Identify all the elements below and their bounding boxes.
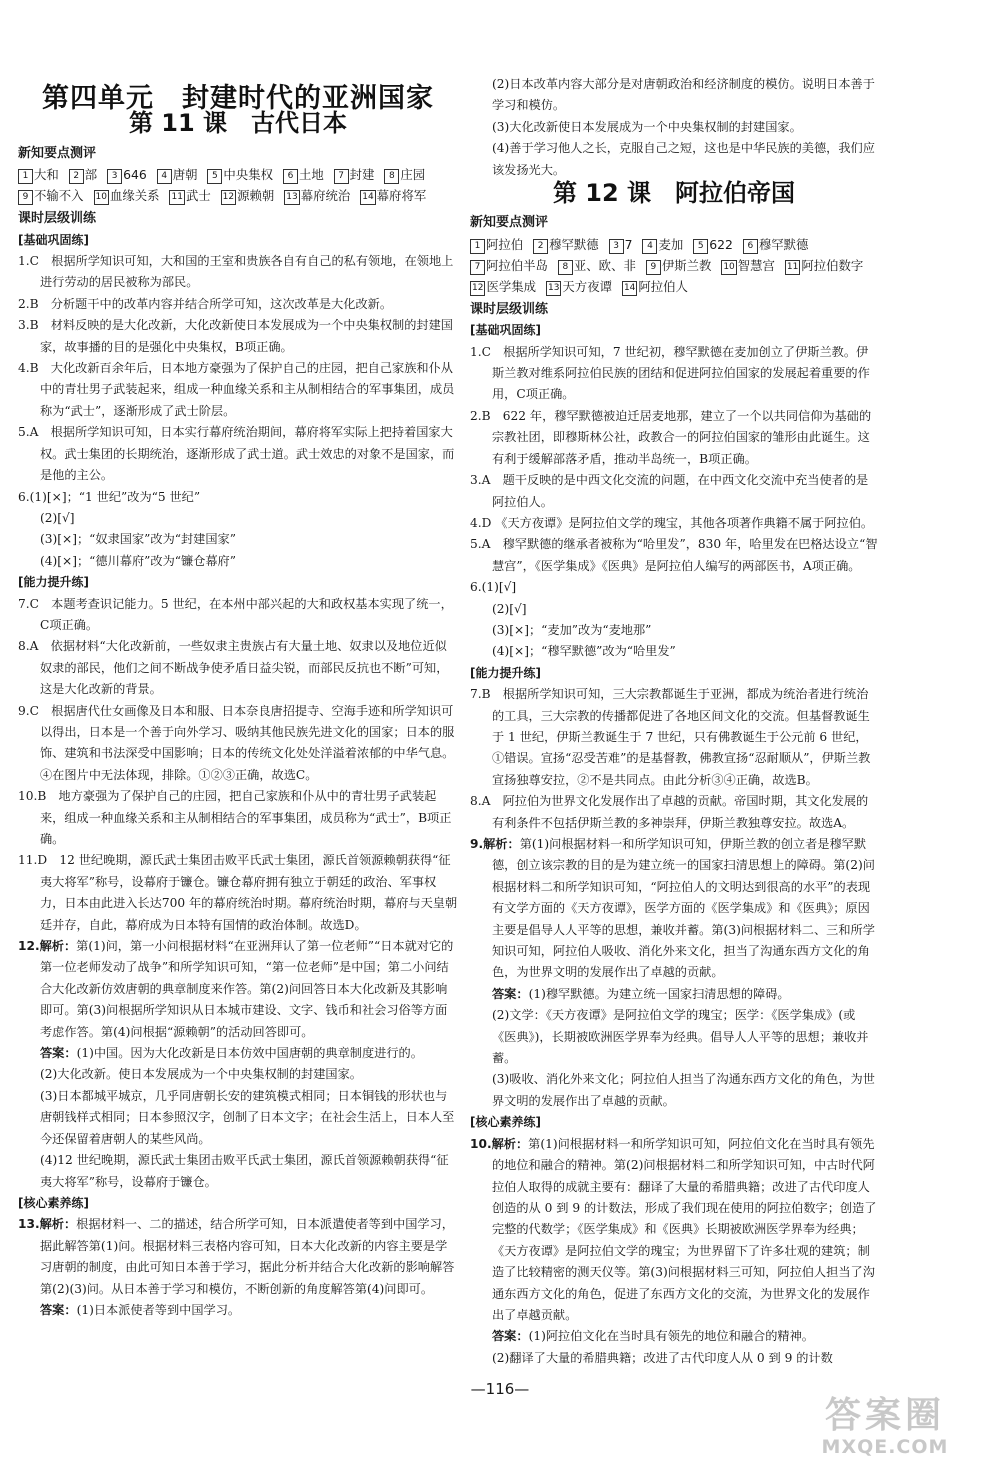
l11-q12 [18, 936, 458, 1043]
keypoint-number: 14 [360, 190, 375, 205]
l11-q11: 11.D 12 世纪晚期，源氏武士集团击败平氏武士集团，源氏首领源赖朝获得“征夷大将军”称号，设幕府于镰仓。镰仓幕府拥有独立于朝廷的政治、军事权力，日本由此进入长达700 年的幕府统治时期。幕府统治时期，幕府与天皇朝廷并存，自此，幕府成为日本特有国情的政治体制。故选D。 [18, 853, 458, 932]
l12-q1: 1.C 根据所学知识可知，7 世纪初，穆罕默德在麦加创立了伊斯兰教。伊斯兰教对维系阿拉伯民族的团结和促进阿拉伯国家的发展起着重要的作用，C项正确。 [470, 344, 870, 402]
l11-q9: 9.C 根据唐代仕女画像及日本和服、日本奈良唐招提寺、空海手迹和所学知识可以得出，日本是一个善于向外学习、吸纳其他民族先进文化的国家；日本的服饰、建筑和书法深受中国影响；日本的传统文化处处洋溢着浓郁的中华气息。④在图片中无法体现，排除。①②③正确，故选C。 [18, 703, 455, 782]
lesson12-keypoint [470, 258, 548, 273]
l11-q8: 8.A 依据材料“大化改新前，一些奴隶主贵族占有大量土地、奴隶以及地位近似奴隶的部民，他们之间不断战争使矛盾日益尖锐，而部民反抗也不断”可知，这是大化改新的背景。 [18, 639, 449, 697]
l11-q12-ans-4: (4)12 世纪晚期，源氏武士集团击败平氏武士集团，源氏首领源赖朝获得“征夷大将军”称号，设幕府于镰仓。 [40, 1153, 449, 1189]
l11-q13-answer-label: 答案： [40, 1302, 77, 1317]
keypoint-number: 11 [169, 190, 184, 205]
l11-q6-3: (3)[×]；“奴隶国家”改为“封建国家” [40, 532, 236, 547]
lesson12-keypoint [546, 279, 612, 294]
keypoint-text: 穆罕默德 [758, 236, 809, 252]
keypoint-text: 血缘关系 [109, 188, 160, 204]
keypoint-text: 麦加 [658, 236, 684, 252]
l12-q10-label: 10.解析： [470, 1136, 529, 1151]
l12-q4: 4.D 《天方夜谭》是阿拉伯文学的瑰宝，其他各项著作典籍不属于阿拉伯。 [470, 515, 874, 530]
keypoint-text: 庄园 [400, 167, 426, 183]
lesson-12-ability-label: [能力提升练] [470, 665, 541, 680]
page-number: —116— [470, 1380, 530, 1398]
keypoint-number: 9 [646, 260, 661, 275]
keypoint-number: 4 [157, 169, 172, 184]
l11-q12-ans-3: (3)日本都城平城京，几乎同唐朝长安的建筑模式相同；日本铜钱的形状也与唐朝钱样式相同；日本参照汉字，创制了日本文字；在社会生活上，日本人至今还保留着唐朝人的某些风尚。 [40, 1088, 455, 1146]
lesson11-keypoint [283, 167, 324, 182]
keypoint-number: 8 [558, 260, 573, 275]
keypoint-number: 12 [221, 190, 236, 205]
l12-q9-ans-3: (3)吸收、消化外来文化；阿拉伯人担当了沟通东西方文化的角色，为世界文明的发展作出了卓越的贡献。 [492, 1072, 875, 1108]
keypoint-text: 646 [123, 167, 147, 183]
l12-q10-ans-2: (2)翻译了大量的希腊典籍；改进了古代印度人从 0 到 9 的计数 [492, 1350, 833, 1365]
l11-q13-text: 根据材料一、二的描述，结合所学可知，日本派遣使者等到中国学习，据此解答第(1)问。根据材料三表格内容可知，日本大化改新的内容主要是学习唐朝的制度，由此可知日本善于学习，据此分析并结合大化改新的影响解答第(2)(3)问。从日本善于学习和模仿，不断创新的角度解答第(4)问即可。 [40, 1217, 455, 1296]
l11-q13 [18, 1214, 458, 1300]
lesson-11-title: 第 11 课 古代日本 [128, 109, 348, 138]
keypoint-text: 幕府统治 [300, 188, 351, 204]
lesson-12-basic-label: [基础巩固练] [470, 323, 541, 338]
l12-q9-answer [470, 984, 878, 1005]
watermark-logo-icon: 答案圈 [824, 1395, 945, 1436]
unit-title: 第四单元 封建时代的亚洲国家 [42, 83, 434, 114]
lesson11-keypoint [207, 167, 273, 182]
l11-q1: 1.C 根据所学知识可知，大和国的王室和贵族各自有自己的私有领地，在领地上进行劳动的居民被称为部民。 [18, 254, 454, 290]
l11-q2: 2.B 分析题干中的改革内容并结合所学可知，这次改革是大化改新。 [18, 296, 393, 311]
keypoint-number: 13 [284, 190, 299, 205]
keypoint-number: 10 [721, 260, 736, 275]
lesson11-keypoint [169, 188, 210, 203]
keypoint-number: 12 [470, 281, 485, 296]
left-column [18, 80, 458, 1321]
l12-q10 [470, 1134, 878, 1327]
l12-q9-ans-1: (1)穆罕默德。为建立统一国家扫清思想的障碍。 [528, 986, 790, 1001]
keypoint-number: 3 [609, 239, 624, 254]
lesson11-keypoint [69, 167, 97, 182]
lesson12-keypoint [693, 237, 733, 252]
keypoint-text: 封建 [349, 167, 375, 183]
l12-q8: 8.A 阿拉伯为世界文化发展作出了卓越的贡献。帝国时期，其文化发展的有利条件不包括伊斯兰教的多神崇拜，伊斯兰教独尊安拉。故选A。 [470, 794, 869, 830]
watermark-url: MXQE.COM [821, 1436, 949, 1458]
keypoint-text: 穆罕默德 [549, 236, 599, 252]
lesson12-keypoint [785, 258, 863, 273]
lesson12-keypoint [558, 258, 636, 273]
l11-q12-ans-1: (1)中国。因为大化改新是日本仿效中国唐朝的典章制度进行的。 [76, 1046, 423, 1061]
l12-q9 [470, 834, 878, 984]
l11-q3: 3.B 材料反映的是大化改新，大化改新使日本发展成为一个中央集权制的封建国家，故事播的目的是强化中央集权，B项正确。 [18, 318, 453, 354]
l11-q6-4: (4)[×]；“德川幕府”改为“镰仓幕府” [40, 553, 236, 568]
keypoint-text: 阿拉伯人 [638, 278, 688, 294]
l12-q6-3: (3)[×]；“麦加”改为“麦地那” [492, 622, 652, 637]
l11-q13-ans-1: (1)日本派使者等到中国学习。 [76, 1302, 241, 1317]
lesson-12-title: 第 12 课 阿拉伯帝国 [552, 179, 796, 208]
keypoint-text: 中央集权 [223, 167, 273, 183]
l11-q13-label: 13.解析： [18, 1217, 77, 1232]
lesson11-keypoint [334, 167, 375, 182]
lesson11-keypoint [384, 167, 425, 182]
lesson11-keypoint [157, 167, 198, 182]
keypoint-number: 1 [470, 239, 485, 254]
right-top-2: (3)大化改新使日本发展成为一个中央集权制的封建国家。 [492, 119, 802, 134]
l11-q12-ans-2: (2)大化改新。使日本发展成为一个中央集权制的封建国家。 [40, 1067, 362, 1082]
keypoint-number: 10 [94, 190, 109, 205]
lesson11-keypoint [94, 188, 160, 203]
lesson12-keypoint [743, 237, 809, 252]
keypoint-text: 医学集成 [486, 278, 537, 294]
lesson-11-keypoints [18, 164, 458, 206]
lesson12-keypoint [622, 279, 688, 294]
l12-q10-text: 第(1)问根据材料一和所学知识可知，阿拉伯文化在当时具有领先的地位和融合的精神。第(2)问根据材料二和所学知识可知，中古时代阿拉伯人取得的成就主要有：翻译了大量的希腊典籍；改进了古代印度人创造的从 0 到 9 的计数法，形成了我们现在使用的阿拉伯数字；创造了完整的代数学；《医学集成》和《医典》长期被欧洲医学界奉为经典；《天方夜谭》是阿拉伯文学的瑰宝；为世界留下了许多壮观的建筑；制造了比较精密的测天仪等。第(3)问根据材料三可知，阿拉伯人担当了沟通东西方文化的角色，促进了东西方文化的交流，为世界文化的发展作出了卓越贡献。 [492, 1136, 877, 1322]
l11-q12-answer-label: 答案： [40, 1046, 77, 1061]
l12-q5: 5.A 穆罕默德的继承者被称为“哈里发”，830 年，哈里发在巴格达设立“智慧宫”，《医学集成》《医典》是阿拉伯人编写的两部医书，A项正确。 [470, 537, 878, 573]
right-column [470, 74, 878, 1369]
lesson-11-core-label: [核心素养练] [18, 1195, 89, 1210]
keypoint-number: 6 [743, 239, 758, 254]
l12-q7: 7.B 根据所学知识可知，三大宗教都诞生于亚洲，都成为统治者进行统治的工具，三大宗教的传播都促进了各地区间文化的交流。但基督教诞生于 1 世纪，伊斯兰教诞生于 7 世纪，只有佛教诞生于公元前 6 世纪，①错误。宣扬“忍受苦难”的是基督教，佛教宣扬“忍耐顺从”，伊斯兰教宣扬独尊安拉，②不是共同点。由此分析③④正确，故选B。 [470, 687, 871, 787]
keypoint-number: 9 [18, 190, 33, 205]
keypoint-text: 不输不入 [34, 188, 84, 204]
l12-q10-answer-label: 答案： [492, 1329, 529, 1344]
keypoint-number: 14 [622, 281, 637, 296]
keypoint-number: 13 [546, 281, 561, 296]
keypoint-text: 天方夜谭 [562, 278, 612, 294]
l12-q9-ans-2: (2)文学：《天方夜谭》是阿拉伯文学的瑰宝；医学：《医学集成》(或《医典》)，长期被欧洲医学界奉为经典。倡导人人平等的思想；兼收并蓄。 [492, 1008, 869, 1066]
l12-q9-text: 第(1)问根据材料一和所学知识可知，伊斯兰教的创立者是穆罕默德，创立该宗教的目的是为建立统一的国家扫清思想上的障碍。第(2)问根据材料二和所学知识可知，“阿拉伯人的文明达到很高的水平”的表现有文学方面的《天方夜谭》，医学方面的《医学集成》和《医典》；原因主要是倡导人人平等的思想，兼收并蓄。第(3)问根据材料二、三和所学知识可知，阿拉伯人吸收、消化外来文化，担当了沟通东西方文化的角色，为世界文明的发展作出了卓越的贡献。 [492, 837, 875, 980]
l12-q6-2: (2)[√] [492, 601, 527, 616]
l12-q3: 3.A 题干反映的是中西文化交流的问题，在中西文化交流中充当使者的是阿拉伯人。 [470, 473, 869, 509]
l12-q6-4: (4)[×]；“穆罕默德”改为“哈里发” [492, 644, 676, 659]
keypoint-number: 6 [283, 169, 298, 184]
keypoint-text: 智慧宫 [737, 257, 775, 273]
l12-q6-1: 6.(1)[√] [470, 580, 517, 595]
lesson11-keypoint [107, 167, 147, 182]
keypoint-number: 3 [107, 169, 122, 184]
keypoint-text: 土地 [298, 167, 324, 183]
lesson11-keypoint [18, 188, 84, 203]
lesson-11-new-knowledge-label: 新知要点测评 [18, 145, 97, 161]
lesson12-keypoint [642, 237, 683, 252]
keypoint-text: 幕府将军 [376, 188, 427, 204]
lesson-11-training-label: 课时层级训练 [18, 211, 97, 227]
lesson12-keypoint [721, 258, 775, 273]
keypoint-number: 5 [693, 239, 708, 254]
keypoint-text: 7 [624, 236, 633, 252]
keypoint-text: 大和 [34, 167, 59, 183]
lesson12-keypoint [470, 237, 523, 252]
lesson-12-core-label: [核心素养练] [470, 1115, 541, 1130]
l11-q5: 5.A 根据所学知识可知，日本实行幕府统治期间，幕府将军实际上把持着国家大权。武士集团的长期统治，逐渐形成了武士道。武士效忠的对象不是国家，而是他的主公。 [18, 425, 455, 483]
keypoint-text: 622 [709, 236, 733, 252]
lesson12-keypoint [609, 237, 633, 252]
lesson11-keypoint [360, 188, 426, 203]
keypoint-number: 8 [384, 169, 399, 184]
lesson11-keypoint [284, 188, 350, 203]
keypoint-text: 伊斯兰教 [661, 257, 712, 273]
l11-q12-text: 第(1)问，第一小问根据材料“在亚洲拜认了第一位老师”“日本就对它的第一位老师发动了战争”和所学知识可知，“第一位老师”是中国；第二小问结合大化改新仿效唐朝的典章制度来作答。第(2)问回答日本大化改新及其影响即可。第(3)问根据所学知识从日本城市建设、文字、钱币和社会习俗等方面考虑作答。第(4)问根据“源赖朝”的活动回答即可。 [40, 939, 454, 1039]
l12-q9-label: 9.解析： [470, 837, 520, 851]
l11-q4: 4.B 大化改新百余年后，日本地方豪强为了保护自己的庄园，把自己家族和仆从中的青壮男子武装起来，组成一种血缘关系和主从制相结合的军事集团，成员称为“武士”，逐渐形成了武士阶层。 [18, 361, 455, 418]
keypoint-number: 2 [533, 239, 548, 254]
l12-q10-answer [470, 1326, 878, 1347]
l12-q10-ans-1: (1)阿拉伯文化在当时具有领先的地位和融合的精神。 [528, 1329, 814, 1344]
l11-q6-2: (2)[√] [40, 510, 75, 525]
keypoint-number: 7 [334, 169, 349, 184]
l11-q10: 10.B 地方豪强为了保护自己的庄园，把自己家族和仆从中的青壮男子武装起来，组成一种血缘关系和主从制相结合的军事集团，成员称为“武士”，B项正确。 [18, 789, 452, 846]
keypoint-text: 部 [84, 167, 98, 183]
keypoint-number: 5 [207, 169, 222, 184]
keypoint-text: 亚、欧、非 [573, 257, 636, 273]
lesson-12-keypoints [470, 234, 878, 297]
keypoint-number: 4 [642, 239, 657, 254]
keypoint-text: 源赖朝 [237, 188, 275, 204]
right-top-3: (4)善于学习他人之长，克服自己之短，这也是中华民族的美德，我们应该发扬光大。 [492, 141, 875, 177]
keypoint-text: 阿拉伯数字 [801, 257, 864, 273]
right-top-1: (2)日本改革内容大部分是对唐朝政治和经济制度的模仿。说明日本善于学习和模仿。 [492, 77, 875, 113]
l12-q2: 2.B 622 年，穆罕默德被迫迁居麦地那，建立了一个以共同信仰为基础的宗教社团，即穆斯林公社，政教合一的阿拉伯国家的雏形由此诞生。这有利于缓解部落矛盾，推动半岛统一，B项正确。 [470, 408, 872, 466]
lesson-11-ability-label: [能力提升练] [18, 575, 89, 590]
lesson11-keypoint [221, 188, 275, 203]
keypoint-text: 阿拉伯 [486, 236, 524, 252]
keypoint-text: 唐朝 [172, 167, 198, 183]
keypoint-number: 7 [470, 260, 485, 275]
keypoint-text: 武士 [185, 188, 211, 204]
lesson12-keypoint [533, 237, 599, 252]
l11-q12-label: 12.解析： [18, 939, 77, 954]
lesson-11-basic-label: [基础巩固练] [18, 232, 89, 247]
l11-q12-answer [18, 1043, 458, 1064]
l11-q13-answer [18, 1300, 458, 1321]
lesson12-keypoint [646, 258, 712, 273]
lesson-12-new-knowledge-label: 新知要点测评 [470, 215, 549, 231]
keypoint-number: 11 [785, 260, 800, 275]
lesson12-keypoint [470, 279, 536, 294]
keypoint-text: 阿拉伯半岛 [486, 257, 548, 273]
l11-q6-1: 6.(1)[×]；“1 世纪”改为“5 世纪” [18, 489, 201, 504]
watermark [790, 1392, 980, 1458]
keypoint-number: 2 [69, 169, 84, 184]
l11-q7: 7.C 本题考查识记能力。5 世纪，在本州中部兴起的大和政权基本实现了统一，C项正确。 [18, 596, 453, 632]
lesson11-keypoint [18, 167, 59, 182]
keypoint-number: 1 [18, 169, 33, 184]
lesson-12-training-label: 课时层级训练 [470, 301, 549, 317]
l12-q9-answer-label: 答案： [492, 986, 529, 1001]
